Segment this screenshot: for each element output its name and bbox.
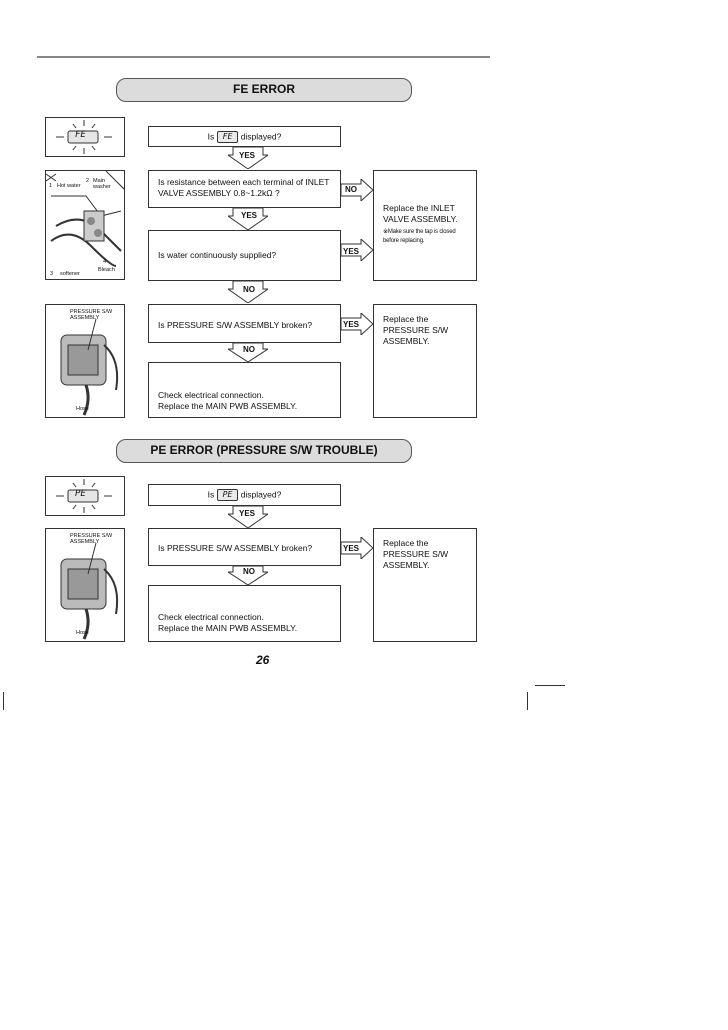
replace-pressure-box: Replace the PRESSURE S/W ASSEMBLY. [373,304,477,418]
water-question: Is water continuously supplied? [148,230,341,281]
page-number: 26 [256,653,270,667]
crop-mark [527,692,528,710]
yes-label: YES [239,151,256,160]
valve-softener-label: softener [60,271,80,277]
yes-label: YES [343,320,360,329]
crop-mark [3,692,4,710]
fe-code-inline: FE [217,131,239,143]
pe-displayed-question: Is PE displayed? [148,484,341,506]
check-connection-box: Check electrical connection. Replace the MAIN PWB ASSEMBLY. [148,585,341,642]
valve-num-4: 4 [103,259,107,265]
yes-label: YES [241,211,258,220]
fe-display-code: FE [75,130,86,140]
no-label: NO [345,185,357,194]
inlet-valve-image [45,170,125,280]
fe-displayed-question: Is FE displayed? [148,126,341,147]
hose-label: Hose [76,406,89,412]
replace-inlet-box: Replace the INLET VALVE ASSEMBLY. ※Make sure the tap is closed before replacing. [373,170,477,281]
no-label: NO [243,345,255,354]
resistance-question: Is resistance between each terminal of INLET VALVE ASSEMBLY 0.8~1.2kΩ ? [148,170,341,208]
yes-label: YES [343,544,360,553]
pe-display-code: PE [75,489,86,499]
valve-hot-label: Hot water [57,183,81,189]
pressure-question: Is PRESSURE S/W ASSEMBLY broken? [148,304,341,343]
valve-num-2: 2 [86,178,90,184]
crop-mark [535,685,565,686]
pressure-switch-image [45,528,125,642]
pe-error-title: PE ERROR (PRESSURE S/W TROUBLE) [116,439,412,463]
hose-label: Hose [76,630,89,636]
pe-code-inline: PE [217,489,239,501]
yes-label: YES [239,509,256,518]
pe-display-image [45,476,125,516]
fe-error-title: FE ERROR [116,78,412,102]
fe-display-image [45,117,125,157]
check-connection-box: Check electrical connection. Replace the MAIN PWB ASSEMBLY. [148,362,341,418]
pressure-switch-image [45,304,125,418]
pressure-question: Is PRESSURE S/W ASSEMBLY broken? [148,528,341,566]
no-label: NO [243,567,255,576]
valve-bleach-label: Bleach [98,267,115,273]
no-label: NO [243,285,255,294]
yes-label: YES [343,247,360,256]
pressure-img-label: PRESSURE S/W ASSEMBLY [70,533,113,545]
valve-main-label: Main washer [93,178,111,190]
pressure-img-label: PRESSURE S/W ASSEMBLY [70,309,113,321]
valve-num-3: 3 [50,271,54,277]
top-rule [37,56,490,58]
replace-pressure-box: Replace the PRESSURE S/W ASSEMBLY. [373,528,477,642]
valve-num-1: 1 [49,183,53,189]
pressure-switch-drawing-icon [46,305,125,418]
pressure-switch-drawing-icon [46,529,125,642]
